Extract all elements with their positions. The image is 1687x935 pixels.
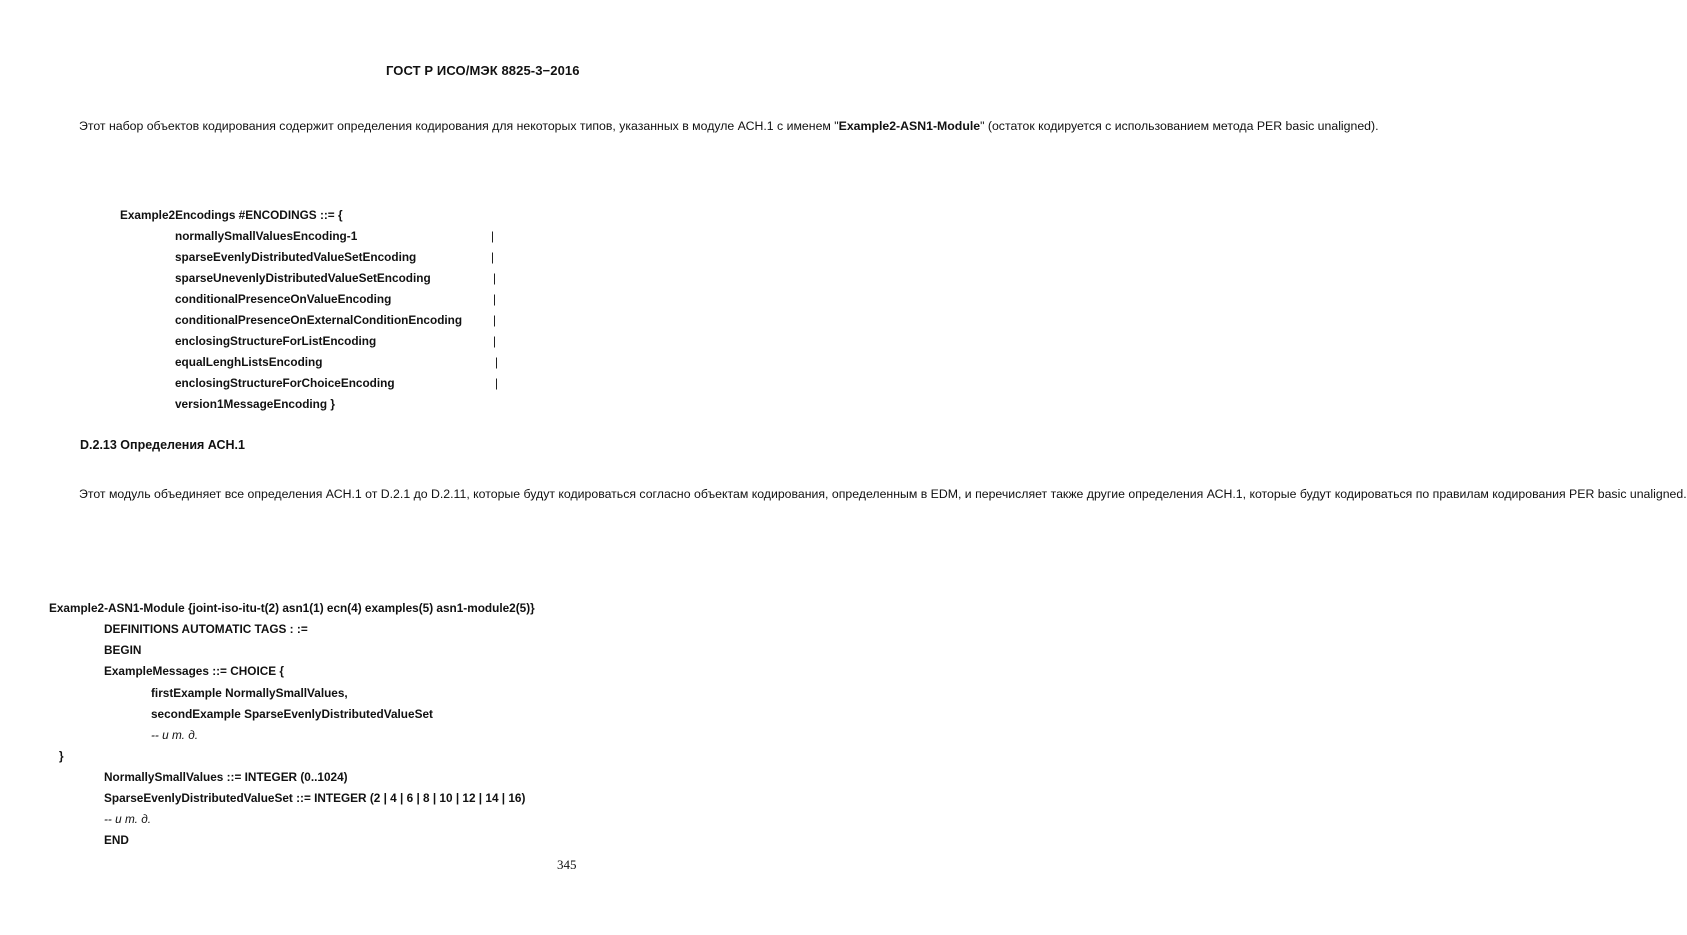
separator-pipe: | bbox=[493, 292, 497, 306]
type-definition: NormallySmallValues ::= INTEGER (0..1024) bbox=[104, 770, 348, 784]
etc-comment: -- и т. д. bbox=[151, 728, 199, 742]
choice-alternative: secondExample SparseEvenlyDistributedValueSet bbox=[151, 707, 433, 721]
intro-paragraph bbox=[49, 115, 1379, 138]
module-description-text: Этот модуль объединяет все определения АСН.1 от D.2.1 до D.2.11, которые будут кодироваться согласно объектам кодирования, определенным в EDM, и перечисляет также другие определения АСН.1, которые будут кодироваться по правилам кодирования PER basic unaligned. bbox=[79, 487, 1687, 501]
section-heading: D.2.13 Определения АСН.1 bbox=[80, 438, 245, 452]
separator-pipe: | bbox=[493, 271, 497, 285]
end-keyword: END bbox=[104, 833, 129, 847]
encoding-item: equalLenghListsEncoding bbox=[175, 355, 323, 369]
document-header: ГОСТ Р ИСО/МЭК 8825-3−2016 bbox=[386, 63, 580, 78]
closing-brace: } bbox=[59, 749, 64, 763]
choice-alternative: firstExample NormallySmallValues, bbox=[151, 686, 348, 700]
encoding-item: version1MessageEncoding } bbox=[175, 397, 335, 411]
encoding-item: sparseEvenlyDistributedValueSetEncoding bbox=[175, 250, 417, 264]
choice-definition: ExampleMessages ::= CHOICE { bbox=[104, 664, 284, 678]
separator-pipe: | bbox=[495, 376, 499, 390]
module-header-line: Example2-ASN1-Module {joint-iso-itu-t(2) asn1(1) ecn(4) examples(5) asn1-module2(5)} bbox=[49, 601, 535, 615]
encoding-item: enclosingStructureForListEncoding bbox=[175, 334, 377, 348]
separator-pipe: | bbox=[491, 229, 495, 243]
intro-text-before: Этот набор объектов кодирования содержит определения кодирования для некоторых типов, указанных в модуле АСН.1 с именем " bbox=[79, 119, 839, 133]
encoding-item: normallySmallValuesEncoding-1 bbox=[175, 229, 358, 243]
etc-comment: -- и т. д. bbox=[104, 812, 152, 826]
intro-module-name: Example2-ASN1-Module bbox=[838, 119, 981, 133]
encoding-item: conditionalPresenceOnValueEncoding bbox=[175, 292, 392, 306]
begin-keyword: BEGIN bbox=[104, 643, 142, 657]
encoding-item: conditionalPresenceOnExternalConditionEncoding bbox=[175, 313, 463, 327]
encoding-item: sparseUnevenlyDistributedValueSetEncoding bbox=[175, 271, 431, 285]
encoding-item: enclosingStructureForChoiceEncoding bbox=[175, 376, 395, 390]
encodings-header: Example2Encodings #ENCODINGS ::= { bbox=[120, 208, 343, 222]
type-definition: SparseEvenlyDistributedValueSet ::= INTEGER (2 | 4 | 6 | 8 | 10 | 12 | 14 | 16) bbox=[104, 791, 526, 805]
separator-pipe: | bbox=[493, 334, 497, 348]
module-description bbox=[49, 483, 1687, 506]
definitions-line: DEFINITIONS AUTOMATIC TAGS : := bbox=[104, 622, 308, 636]
separator-pipe: | bbox=[491, 250, 495, 264]
page-number: 345 bbox=[557, 857, 577, 872]
intro-text-after: " (остаток кодируется с использованием метода PER basic unaligned). bbox=[980, 119, 1379, 133]
separator-pipe: | bbox=[495, 355, 499, 369]
separator-pipe: | bbox=[493, 313, 497, 327]
